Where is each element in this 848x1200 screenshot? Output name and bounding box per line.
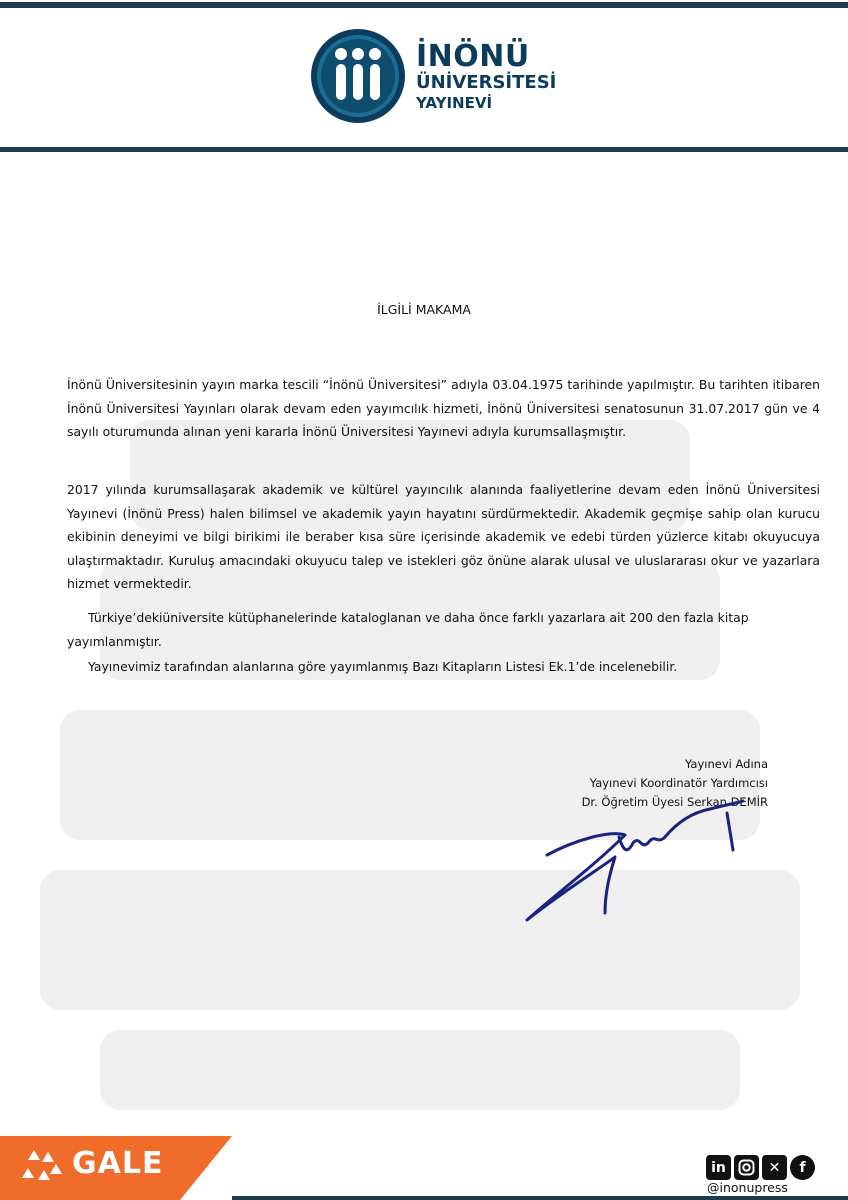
social-handle[interactable]: @inonupress bbox=[707, 1180, 788, 1195]
paragraph-catalog: Türkiye’dekiüniversite kütüphanelerinde kataloglanan ve daha önce farklı yazarlara ait 200 den fazla kitap yayımlanmıştır. bbox=[67, 610, 749, 649]
handwritten-signature bbox=[515, 795, 750, 925]
page-heading: İLGİLİ MAKAMA bbox=[377, 302, 471, 317]
logo-line-2: ÜNİVERSİTESİ bbox=[416, 71, 557, 93]
gale-label: GALE bbox=[72, 1146, 164, 1181]
signer-title: Yayınevi Koordinatör Yardımcısı bbox=[589, 776, 768, 790]
logo-line-3: YAYINEVİ bbox=[416, 93, 493, 112]
social-links bbox=[706, 1155, 815, 1180]
logo-line-1: İNÖNÜ bbox=[416, 38, 530, 74]
signer-on-behalf: Yayınevi Adına bbox=[684, 757, 768, 771]
footer-rule bbox=[232, 1196, 848, 1200]
paragraph-about: 2017 yılında kurumsallaşarak akademik ve kültürel yayıncılık alanında faaliyetlerine devam eden İnönü Üniversitesi Yayınevi (İnönü Press) halen bilimsel ve akademik yayın hayatını sürdürmektedir. Akademik geçmişe sahip olan kurucu ekibinin deneyimi ve bilgi birikimi ile beraber kısa süre içerisinde akademik ve edebi türden yüzlerce kitabı okuyucuya ulaştırmaktadır. Kuruluş amacındaki okuyucu talep ve istekleri göz önüne alarak ulusal ve uluslararası okur ve yazarlara hizmet vermektedir. bbox=[67, 482, 820, 591]
header-rule bbox=[0, 147, 848, 152]
paragraph-history: İnönü Üniversitesinin yayın marka tescili “İnönü Üniversitesi” adıyla 03.04.1975 tarihinde yapılmıştır. Bu tarihten itibaren İnönü Üniversitesi Yayınları olarak devam eden yayımcılık hizmeti, İnönü Üniversitesi senatosunun 31.07.2017 gün ve 4 sayılı oturumunda alınan yeni kararla İnönü Üniversitesi Yayınevi adıyla kurumsallaşmıştır. bbox=[67, 377, 820, 439]
university-press-logo bbox=[310, 28, 556, 124]
top-rule bbox=[0, 2, 848, 8]
signer-name: Dr. Öğretim Üyesi Serkan DEMİR bbox=[581, 795, 768, 809]
x-icon[interactable]: ✕ bbox=[762, 1155, 787, 1180]
instagram-icon[interactable] bbox=[734, 1155, 759, 1180]
paragraph-attachment: Yayınevimiz tarafından alanlarına göre yayımlanmış Bazı Kitapların Listesi Ek.1’de incelenebilir. bbox=[88, 659, 678, 674]
linkedin-icon[interactable]: in bbox=[706, 1155, 731, 1180]
facebook-icon[interactable]: f bbox=[790, 1155, 815, 1180]
logo-emblem-icon bbox=[310, 28, 406, 124]
